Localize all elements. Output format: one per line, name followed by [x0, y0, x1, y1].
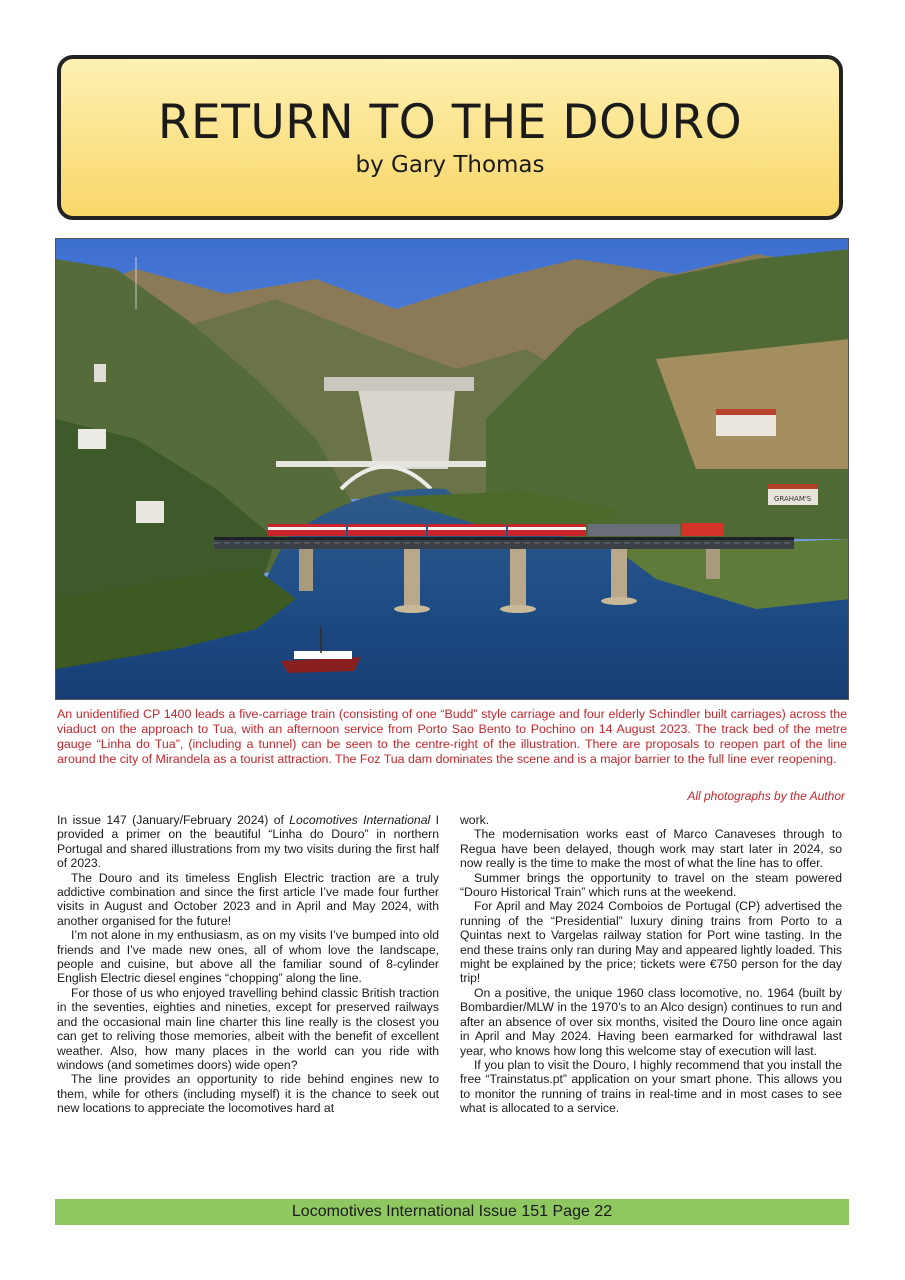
article-column-left: [57, 813, 439, 1116]
graham-sign: GRAHAM'S: [774, 495, 812, 503]
article-paragraph: I’m not alone in my enthusiasm, as on my visits I’ve bumped into old friends and I’ve made new ones, all of whom love the landscape, people and cuisine, but above all the familiar sound of 8-cylinder English Electric diesel engines “chopping” along the line.: [57, 928, 439, 986]
article-column-right: [460, 813, 842, 1116]
photo-caption: An unidentified CP 1400 leads a five-carriage train (consisting of one “Budd” style carriage and four elderly Schindler built carriages) across the viaduct on the approach to Tua, with an afternoon service from Porto Sao Bento to Pochino on 14 August 2023. The track bed of the metre gauge “Linha do Tua”, (including a tunnel) can be seen to the centre-right of the illustration. There are proposals to reopen part of the line around the city of Mirandela as a tourist attraction. The Foz Tua dam dominates the scene and is a major barrier to the full line ever reopening.: [57, 707, 847, 766]
article-paragraph: The Douro and its timeless English Electric traction are a truly addictive combination and since the first article I’ve made four further visits in August and October 2023 and in April and May 2024, with another organised for the future!: [57, 870, 439, 928]
article-paragraph: In issue 147 (January/February 2024) of Locomotives International I provided a primer on the beautiful “Linha do Douro” in northern Portugal and shared illustrations from my two visits during the first half of 2023.: [57, 813, 439, 871]
article-paragraph: If you plan to visit the Douro, I highly recommend that you install the free “Trainstatus.pt” application on your smart phone. This allows you to monitor the running of trains in real-time and in most cases to see what is allocated to a service.: [460, 1057, 842, 1116]
photo-credit: All photographs by the Author: [687, 789, 845, 803]
train-photo: [55, 238, 849, 700]
article-paragraph: The line provides an opportunity to ride behind engines new to them, while for others (including myself) it is the chance to seek out new locations to appreciate the locomotives hard at: [57, 1072, 439, 1116]
douro-viaduct-illustration: [56, 239, 849, 700]
article-paragraph: For those of us who enjoyed travelling behind classic British traction in the seventies, eighties and nineties, except for preserved railways and the occasional main line charter this line really is the closest you can get to reliving those memories, albeit with the benefit of excellent weather. Also, how many places in the world can you ride with windows (and sometimes doors) wide open?: [57, 985, 439, 1072]
article-paragraph: work.: [460, 813, 490, 827]
page-footer: Locomotives International Issue 151 Page 22: [55, 1199, 849, 1225]
byline: by Gary Thomas: [355, 152, 545, 178]
magazine-name: Locomotives International: [289, 813, 431, 827]
article-paragraph: The modernisation works east of Marco Canaveses through to Regua have been delayed, though work may start later in 2024, so now really is the time to make the most of what the line has to offer.: [460, 827, 842, 871]
page-title: RETURN TO THE DOURO: [157, 95, 743, 150]
title-box: [57, 55, 843, 220]
article-paragraph: On a positive, the unique 1960 class locomotive, no. 1964 (built by Bombardier/MLW in the 1970’s to an Alco design) continues to run and after an absence of over six months, visited the Douro line once again in April and May 2024. Having been earmarked for withdrawal last year, who knows how long this welcome stay of execution will last.: [460, 985, 842, 1058]
article-paragraph: Summer brings the opportunity to travel on the steam powered “Douro Historical Train” which runs at the weekend.: [460, 870, 842, 900]
article-paragraph: For April and May 2024 Comboios de Portugal (CP) advertised the running of the “Presidential” luxury dining trains from Porto to a Quintas next to Vargelas railway station for Port wine tasting. In the end these trains only ran during May and appeared lightly loaded. This might be explained by the price; tickets were €750 person for the day trip!: [460, 899, 842, 986]
